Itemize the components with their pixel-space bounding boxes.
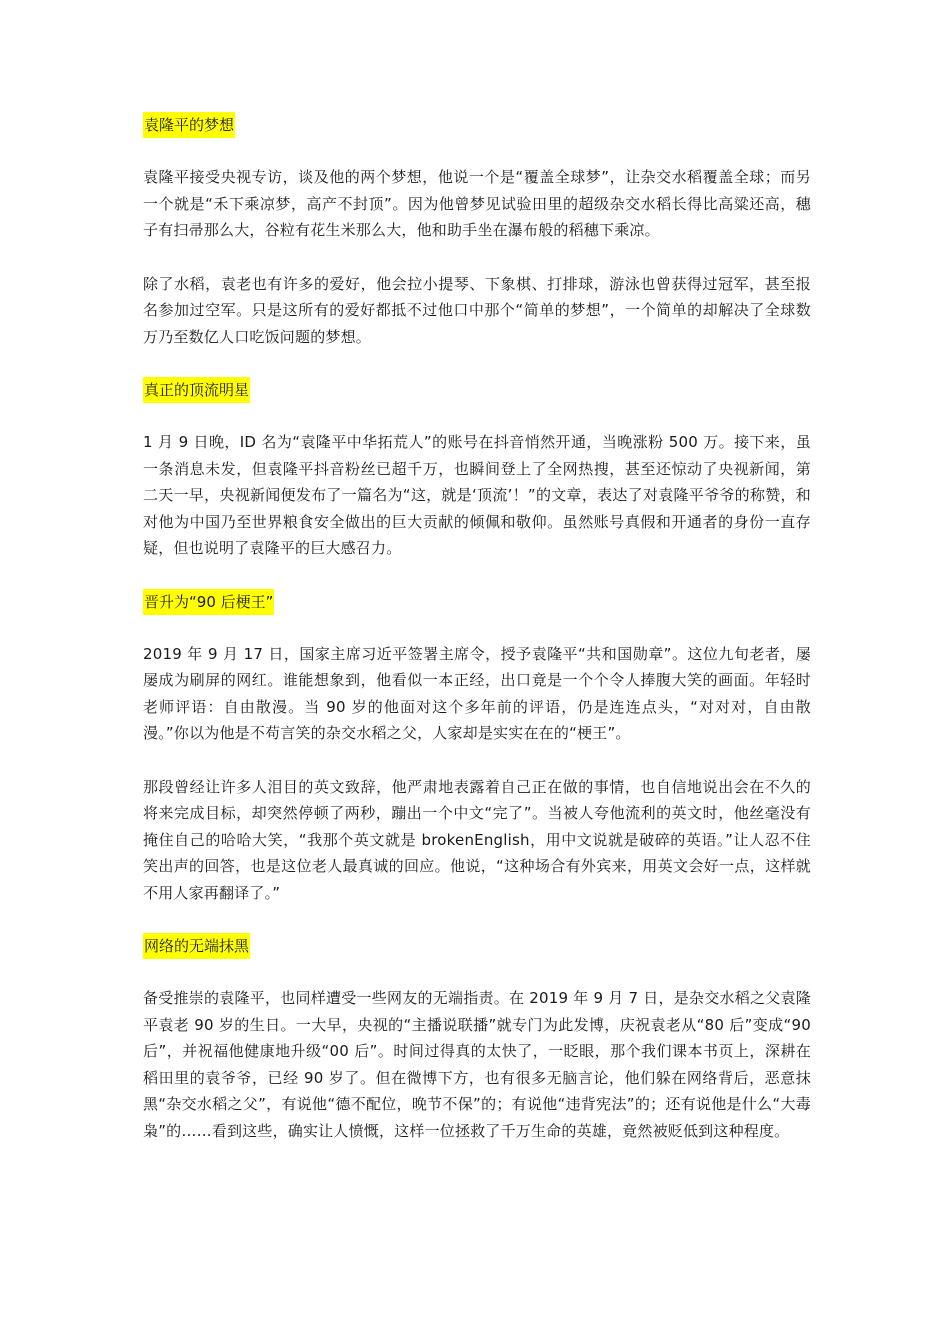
- spacer: [143, 959, 811, 985]
- paragraph-top-star-1: 1 月 9 日晚，ID 名为“袁隆平中华拓荒人”的账号在抖音悄然开通，当晚涨粉 500 万。接下来，虽一条消息未发，但袁隆平抖音粉丝已超千万，也瞬间登上了全网热搜，甚至还惊动了央视新闻，第二天一早，央视新闻便发布了一篇名为“这，就是‘顶流’！”的文章，表达了对袁隆平爷爷的称赞，和对他为中国乃至世界粮食安全做出的巨大贡献的倾佩和敬仰。虽然账号真假和开通者的身份一直存疑，但也说明了袁隆平的巨大感召力。: [143, 433, 811, 557]
- spacer: [143, 615, 811, 641]
- spacer: [143, 403, 811, 429]
- paragraph-smear-1: 备受推崇的袁隆平，也同样遭受一些网友的无端指责。在 2019 年 9 月 7 日，是杂交水稻之父袁隆平袁老 90 岁的生日。一大早，央视的“主播说联播”就专门为此发博，庆祝袁老从“80 后”变成“90 后”，并祝福他健康地升级“00 后”。时间过得真的太快了，一眨眼，那个我们课本书页上，深耕在稻田里的袁爷爷，已经 90 岁了。但在微博下方，也有很多无脑言论，他们躲在网络背后，恶意抹黑“杂交水稻之父”，有说他“德不配位，晚节不保”的；有说他“违背宪法”的；还有说他是什么“大毒枭”的……看到这些，确实让人愤慨，这样一位拯救了千万生命的英雄，竟然被贬低到这种程度。: [143, 989, 811, 1140]
- section-heading-dream: 袁隆平的梦想: [143, 112, 235, 138]
- section-heading-smear: 网络的无端抹黑: [143, 933, 250, 959]
- spacer: [143, 562, 811, 589]
- spacer: [143, 350, 811, 377]
- section-heading-top-star: 真正的顶流明星: [143, 377, 250, 403]
- document-page: [143, 112, 811, 1144]
- paragraph-meme-king-2: 那段曾经让许多人泪目的英文致辞，他严肃地表露着自己正在做的事情，也自信地说出会在不久的将来完成目标，却突然停顿了两秒，蹦出一个中文“完了”。当被人夸他流利的英文时，他丝毫没有掩住自己的哈哈大笑，“我那个英文就是 brokenEnglish，用中文说就是破碎的英语。”让人忍不住笑出声的回答，也是这位老人最真诚的回应。他说，“这种场合有外宾来，用英文会好一点，这样就不用人家再翻译了。”: [143, 777, 811, 902]
- paragraph-dream-1: 袁隆平接受央视专访，谈及他的两个梦想，他说一个是“覆盖全球梦”，让杂交水稻覆盖全球；而另一个就是“禾下乘凉梦，高产不封顶”。因为他曾梦见试验田里的超级杂交水稻长得比高粱还高，穗子有扫帚那么大，谷粒有花生米那么大，他和助手坐在瀑布般的稻穗下乘凉。: [143, 168, 811, 239]
- spacer: [143, 138, 811, 164]
- paragraph-dream-2: 除了水稻，袁老也有许多的爱好，他会拉小提琴、下象棋、打排球，游泳也曾获得过冠军，甚至报名参加过空军。只是这所有的爱好都抵不过他口中那个“简单的梦想”，一个简单的却解决了全球数万乃至数亿人口吃饭问题的梦想。: [143, 274, 811, 346]
- spacer: [143, 906, 811, 933]
- paragraph-meme-king-1: 2019 年 9 月 17 日，国家主席习近平签署主席令，授予袁隆平“共和国勋章”。这位九旬老者，屡屡成为刷屏的网红。谁能想象到，他看似一本正经，出口竟是一个个令人捧腹大笑的画面。年轻时老师评语：自由散漫。当 90 岁的他面对这个多年前的评语，仍是连连点头，“对对对，自由散漫。”你以为他是不苟言笑的杂交水稻之父，人家却是实实在在的“梗王”。: [143, 644, 811, 742]
- spacer: [143, 747, 811, 774]
- spacer: [143, 244, 811, 271]
- section-heading-meme-king: 晋升为“90 后梗王”: [143, 589, 274, 615]
